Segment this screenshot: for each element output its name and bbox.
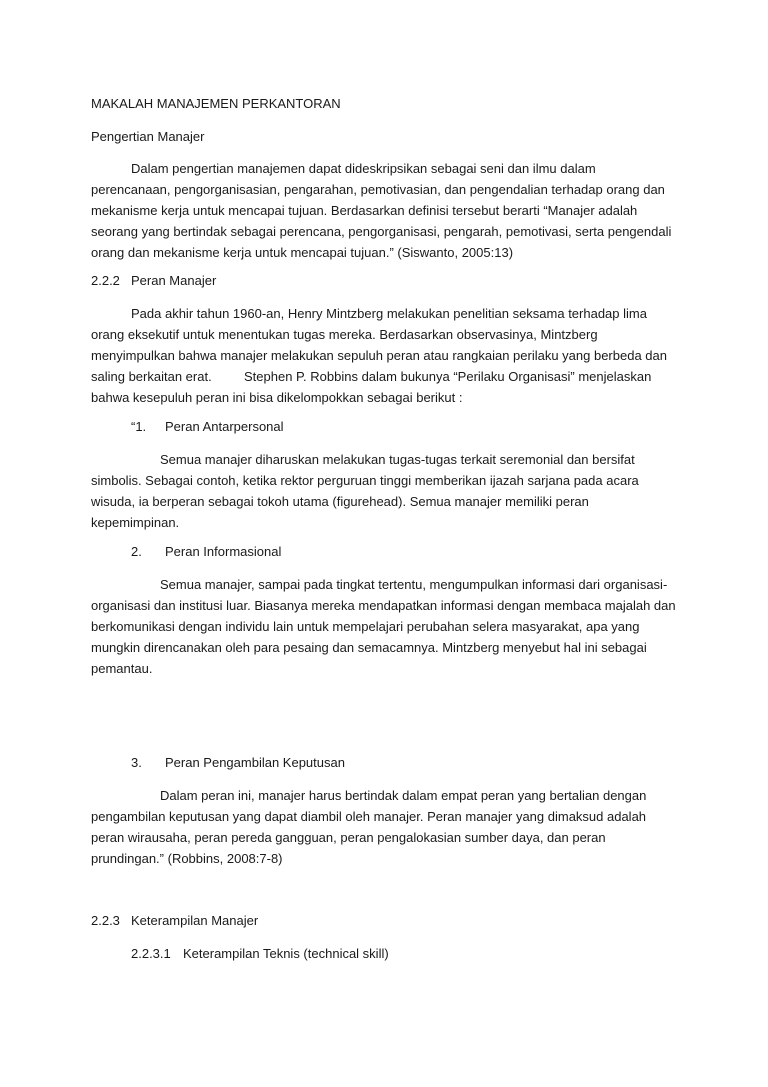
section-title: Peran Manajer: [131, 273, 217, 288]
document-title: MAKALAH MANAJEMEN PERKANTORAN: [91, 96, 341, 111]
text-line: orang dan mekanisme kerja untuk mencapai tujuan.” (Siswanto, 2005:13): [91, 245, 514, 260]
text-line: wisuda, ia berperan sebagai tokoh utama (figurehead). Semua manajer memiliki peran: [91, 494, 589, 509]
list-item-antarpersonal: [131, 419, 284, 435]
list-title: Peran Informasional: [165, 544, 282, 559]
text-line: Dalam pengertian manajemen dapat dideskripsikan sebagai seni dan ilmu dalam: [131, 161, 596, 176]
text-line: Semua manajer diharuskan melakukan tugas-tugas terkait seremonial dan bersifat: [160, 452, 635, 467]
section-number: 2.2.2: [91, 273, 120, 288]
section-title: Keterampilan Teknis (technical skill): [183, 946, 389, 961]
text-line: mekanisme kerja untuk mencapai tujuan. Berdasarkan definisi tersebut berarti “Manajer adalah: [91, 203, 638, 218]
text-line: perencanaan, pengorganisasian, pengarahan, pemotivasian, dan pengendalian terhadap orang dan: [91, 182, 665, 197]
text-line: bahwa kesepuluh peran ini bisa dikelompokkan sebagai berikut :: [91, 390, 463, 405]
section-heading-2-2-3: [91, 913, 258, 929]
text-line: seorang yang bertindak sebagai perencana, pengorganisasi, pengarah, pemotivasi, serta pengendali: [91, 224, 672, 239]
text-line: pengambilan keputusan yang dapat diambil oleh manajer. Peran manajer yang dimaksud adalah: [91, 809, 647, 824]
text-line: mungkin direncanakan oleh para pesaing dan semacamnya. Mintzberg menyebut hal ini sebagai: [91, 640, 647, 655]
section-heading-2-2-2: [91, 273, 216, 289]
text-line: organisasi dan institusi luar. Biasanya mereka mendapatkan informasi dengan membaca majalah dan: [91, 598, 676, 613]
list-title: Peran Antarpersonal: [165, 419, 284, 434]
section-heading-2-2-3-1: [131, 946, 389, 962]
text-line: saling berkaitan erat.: [91, 369, 212, 384]
text-line: peran wirausaha, peran pereda gangguan, peran pengalokasian sumber daya, dan peran: [91, 830, 606, 845]
list-title: Peran Pengambilan Keputusan: [165, 755, 345, 770]
section-title: Keterampilan Manajer: [131, 913, 259, 928]
text-line: simbolis. Sebagai contoh, ketika rektor perguruan tinggi memberikan ijazah sarjana pada acara: [91, 473, 639, 488]
text-line: Stephen P. Robbins dalam bukunya “Perilaku Organisasi” menjelaskan: [244, 369, 652, 384]
list-number: 3.: [131, 755, 142, 770]
list-item-informasional: [131, 544, 281, 560]
section-number: 2.2.3: [91, 913, 120, 928]
text-line: Dalam peran ini, manajer harus bertindak dalam empat peran yang bertalian dengan: [160, 788, 647, 803]
list-number: “1.: [131, 419, 147, 434]
text-line: prundingan.” (Robbins, 2008:7-8): [91, 851, 283, 866]
list-item-pengambilan-keputusan: [131, 755, 345, 771]
list-number: 2.: [131, 544, 142, 559]
text-line: kepemimpinan.: [91, 515, 180, 530]
section-number: 2.2.3.1: [131, 946, 171, 961]
text-line: Semua manajer, sampai pada tingkat tertentu, mengumpulkan informasi dari organisasi-: [160, 577, 668, 592]
text-line: menyimpulkan bahwa manajer melakukan sepuluh peran atau rangkaian perilaku yang berbeda dan: [91, 348, 667, 363]
text-line: orang eksekutif untuk menentukan tugas mereka. Berdasarkan observasinya, Mintzberg: [91, 327, 598, 342]
text-line: Pada akhir tahun 1960-an, Henry Mintzberg melakukan penelitian seksama terhadap lima: [131, 306, 647, 321]
text-line: berkomunikasi dengan individu lain untuk mempelajari perubahan selera masyarakat, apa yang: [91, 619, 640, 634]
heading-pengertian-manajer: Pengertian Manajer: [91, 129, 205, 144]
text-line: pemantau.: [91, 661, 153, 676]
